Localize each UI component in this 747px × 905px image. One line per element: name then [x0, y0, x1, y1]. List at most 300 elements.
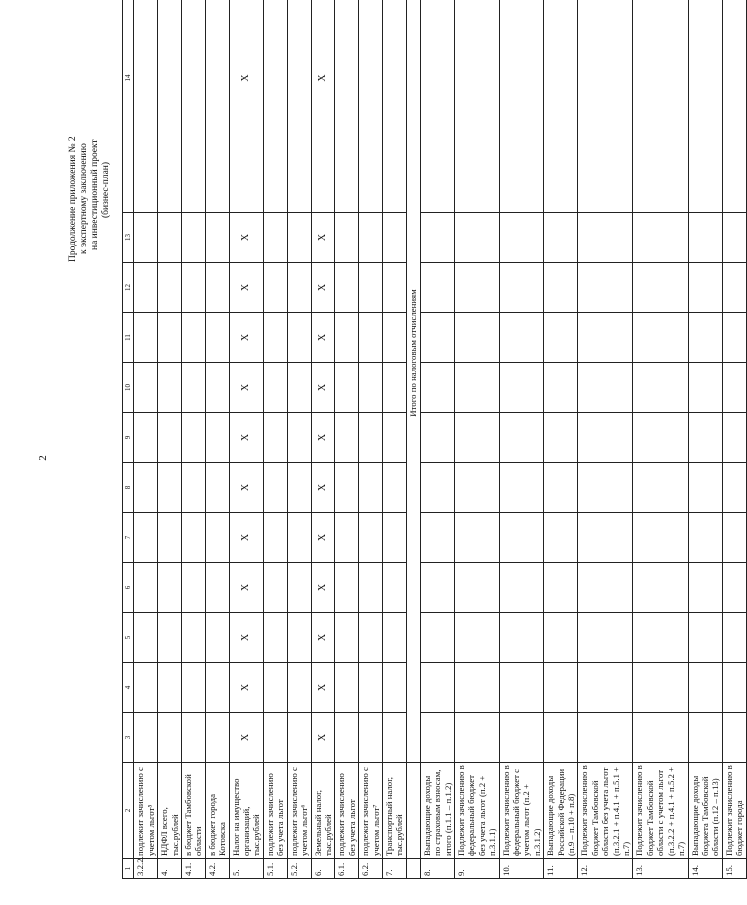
- value-cell: [454, 513, 499, 563]
- table-row: [499, 0, 544, 879]
- value-cell: [134, 613, 158, 663]
- value-cell: [287, 313, 311, 363]
- value-cell: [382, 663, 406, 713]
- value-cell: X: [311, 0, 335, 213]
- column-number-12: 12: [123, 263, 134, 313]
- row-description: НДФЛ всего, тыс.рублей: [158, 763, 182, 859]
- row-number: 11.: [544, 859, 578, 879]
- value-cell: X: [311, 363, 335, 413]
- row-description: в бюджет города Котовска: [205, 763, 229, 859]
- value-cell: X: [229, 313, 263, 363]
- value-cell: [134, 563, 158, 613]
- value-cell: [722, 363, 746, 413]
- value-cell: [420, 463, 454, 513]
- value-cell: X: [229, 663, 263, 713]
- value-cell: X: [229, 0, 263, 213]
- value-cell: [205, 413, 229, 463]
- row-description: Подлежит зачислению в федеральный бюджет с учетом льгот (п.2 + п.3.1.2): [499, 763, 544, 859]
- value-cell: [158, 363, 182, 413]
- value-cell: [382, 263, 406, 313]
- section-spacer: [406, 859, 420, 879]
- value-cell: [688, 513, 722, 563]
- table-row: [544, 0, 578, 879]
- value-cell: [158, 513, 182, 563]
- value-cell: [359, 263, 383, 313]
- value-cell: [633, 663, 688, 713]
- row-description: Выпадающие доходы Российской Федерации (п.9 – п.10 + п.8): [544, 763, 578, 859]
- value-cell: [420, 263, 454, 313]
- column-number-9: 9: [123, 413, 134, 463]
- value-cell: [134, 713, 158, 763]
- value-cell: [359, 613, 383, 663]
- value-cell: [722, 713, 746, 763]
- row-number: 6.1.: [335, 859, 359, 879]
- value-cell: [182, 463, 206, 513]
- value-cell: [335, 713, 359, 763]
- value-cell: [454, 663, 499, 713]
- row-description: Земельный налог, тыс.рублей: [311, 763, 335, 859]
- table-row: [454, 0, 499, 879]
- value-cell: [335, 613, 359, 663]
- value-cell: [688, 613, 722, 663]
- value-cell: [287, 713, 311, 763]
- value-cell: [359, 213, 383, 263]
- value-cell: [182, 213, 206, 263]
- caption-line-3: на инвестиционный проект: [90, 139, 100, 250]
- row-description: Подлежит зачислению в бюджет Тамбовской области без учета льгот (п.3.2.1 + п.4.1 + п.5.1 + п.7): [578, 763, 633, 859]
- value-cell: [688, 263, 722, 313]
- column-number-5: 5: [123, 613, 134, 663]
- value-cell: [182, 713, 206, 763]
- tax-table: [122, 0, 747, 879]
- value-cell: X: [229, 263, 263, 313]
- row-description: Подлежит зачислению в федеральный бюджет без учета льгот (п.2 + п.3.1.1): [454, 763, 499, 859]
- value-cell: [544, 713, 578, 763]
- value-cell: [454, 263, 499, 313]
- value-cell: [158, 713, 182, 763]
- row-description: Налог на имущество организаций, тыс.рублей: [229, 763, 263, 859]
- value-cell: [359, 0, 383, 213]
- value-cell: X: [311, 563, 335, 613]
- value-cell: X: [311, 713, 335, 763]
- value-cell: [263, 313, 287, 363]
- value-cell: [263, 363, 287, 413]
- value-cell: [420, 413, 454, 463]
- table-row: [688, 0, 722, 879]
- value-cell: [578, 313, 633, 363]
- value-cell: [182, 513, 206, 563]
- value-cell: [688, 0, 722, 213]
- value-cell: [544, 513, 578, 563]
- value-cell: [578, 563, 633, 613]
- value-cell: [454, 363, 499, 413]
- value-cell: [722, 0, 746, 213]
- table-row: [287, 0, 311, 879]
- value-cell: [722, 513, 746, 563]
- value-cell: [454, 413, 499, 463]
- value-cell: [382, 0, 406, 213]
- row-description: подлежит зачислению с учетом льгот⁵: [134, 763, 158, 859]
- value-cell: [134, 213, 158, 263]
- row-number: 12.: [578, 859, 633, 879]
- value-cell: [158, 463, 182, 513]
- caption-line-4: (бизнес-план): [101, 161, 111, 218]
- value-cell: [688, 563, 722, 613]
- value-cell: [578, 213, 633, 263]
- value-cell: [454, 0, 499, 213]
- table-sheet: [122, 44, 745, 879]
- value-cell: [182, 263, 206, 313]
- row-description: Подлежит зачислению в бюджет Тамбовской области с учетом льгот (п.3.2.2 + п.4.1 + п.5.2 + п.7): [633, 763, 688, 859]
- column-number-1: 1: [123, 859, 134, 879]
- value-cell: [335, 313, 359, 363]
- value-cell: [263, 263, 287, 313]
- value-cell: [688, 363, 722, 413]
- row-number: 8.: [420, 859, 454, 879]
- column-number-4: 4: [123, 663, 134, 713]
- value-cell: [359, 513, 383, 563]
- value-cell: [633, 563, 688, 613]
- value-cell: [287, 563, 311, 613]
- value-cell: [263, 513, 287, 563]
- value-cell: [335, 513, 359, 563]
- column-number-6: 6: [123, 563, 134, 613]
- column-number-2: 2: [123, 763, 134, 859]
- value-cell: X: [311, 663, 335, 713]
- value-cell: [544, 263, 578, 313]
- value-cell: [499, 663, 544, 713]
- value-cell: [633, 363, 688, 413]
- value-cell: [382, 213, 406, 263]
- section-spacer: [406, 763, 420, 859]
- table-row: [359, 0, 383, 879]
- value-cell: [382, 563, 406, 613]
- column-number-10: 10: [123, 363, 134, 413]
- value-cell: [359, 363, 383, 413]
- value-cell: [633, 463, 688, 513]
- value-cell: [382, 363, 406, 413]
- value-cell: [499, 463, 544, 513]
- value-cell: [182, 663, 206, 713]
- value-cell: [499, 363, 544, 413]
- value-cell: [722, 563, 746, 613]
- value-cell: X: [229, 563, 263, 613]
- row-number: 10.: [499, 859, 544, 879]
- value-cell: [359, 413, 383, 463]
- value-cell: [205, 563, 229, 613]
- row-number: 4.2.: [205, 859, 229, 879]
- value-cell: [335, 363, 359, 413]
- value-cell: [544, 563, 578, 613]
- value-cell: [688, 213, 722, 263]
- value-cell: [420, 513, 454, 563]
- value-cell: [158, 313, 182, 363]
- column-number-11: 11: [123, 313, 134, 363]
- value-cell: [205, 0, 229, 213]
- column-number-7: 7: [123, 513, 134, 563]
- value-cell: [287, 463, 311, 513]
- table-row: [633, 0, 688, 879]
- value-cell: [335, 463, 359, 513]
- value-cell: [382, 313, 406, 363]
- value-cell: [287, 363, 311, 413]
- value-cell: [287, 0, 311, 213]
- table-row: [229, 0, 263, 879]
- row-number: 14.: [688, 859, 722, 879]
- value-cell: [578, 413, 633, 463]
- value-cell: [134, 363, 158, 413]
- row-description: Выпадающие доходы по страховым взносам, итого (п.1.1 – п.1.2): [420, 763, 454, 859]
- table-row: [134, 0, 158, 879]
- value-cell: [263, 613, 287, 663]
- value-cell: [158, 263, 182, 313]
- column-number-row: [123, 0, 134, 879]
- value-cell: [158, 663, 182, 713]
- value-cell: [359, 563, 383, 613]
- value-cell: [420, 613, 454, 663]
- value-cell: [263, 663, 287, 713]
- row-number: 6.2.: [359, 859, 383, 879]
- value-cell: [134, 413, 158, 463]
- value-cell: [182, 363, 206, 413]
- value-cell: [263, 563, 287, 613]
- value-cell: X: [311, 213, 335, 263]
- table-row: [382, 0, 406, 879]
- table-row: [263, 0, 287, 879]
- value-cell: [578, 363, 633, 413]
- value-cell: [182, 0, 206, 213]
- value-cell: [359, 463, 383, 513]
- row-number: 13.: [633, 859, 688, 879]
- row-description: Подлежит зачислению в бюджет города: [722, 763, 746, 859]
- value-cell: [263, 0, 287, 213]
- value-cell: [205, 363, 229, 413]
- value-cell: [382, 413, 406, 463]
- value-cell: [335, 413, 359, 463]
- value-cell: [263, 213, 287, 263]
- row-description: подлежит зачислению без учета льгот: [263, 763, 287, 859]
- row-description: Выпадающие доходы бюджета Тамбовской области (п.12 – п.13): [688, 763, 722, 859]
- value-cell: [544, 413, 578, 463]
- value-cell: X: [311, 613, 335, 663]
- value-cell: X: [311, 313, 335, 363]
- row-number: 9.: [454, 859, 499, 879]
- value-cell: [722, 663, 746, 713]
- value-cell: [544, 313, 578, 363]
- value-cell: [722, 263, 746, 313]
- value-cell: [287, 663, 311, 713]
- value-cell: [287, 513, 311, 563]
- value-cell: X: [229, 613, 263, 663]
- value-cell: X: [311, 413, 335, 463]
- value-cell: [420, 0, 454, 213]
- value-cell: [578, 0, 633, 213]
- caption-line-2: к экспертному заключению: [79, 143, 89, 254]
- value-cell: [134, 0, 158, 213]
- caption-line-1: Продолжение приложения № 2: [68, 136, 78, 262]
- value-cell: [633, 613, 688, 663]
- value-cell: X: [229, 363, 263, 413]
- value-cell: [382, 513, 406, 563]
- value-cell: [158, 413, 182, 463]
- value-cell: [182, 563, 206, 613]
- value-cell: [454, 463, 499, 513]
- value-cell: [134, 263, 158, 313]
- value-cell: [633, 0, 688, 213]
- page-number: 2: [36, 455, 49, 461]
- value-cell: X: [311, 513, 335, 563]
- value-cell: [722, 213, 746, 263]
- value-cell: [182, 313, 206, 363]
- value-cell: [420, 313, 454, 363]
- value-cell: X: [229, 213, 263, 263]
- value-cell: [205, 313, 229, 363]
- value-cell: [359, 313, 383, 363]
- value-cell: [688, 413, 722, 463]
- table-row: [205, 0, 229, 879]
- value-cell: [205, 713, 229, 763]
- value-cell: [263, 413, 287, 463]
- value-cell: [263, 463, 287, 513]
- value-cell: [688, 713, 722, 763]
- value-cell: X: [229, 513, 263, 563]
- table-row: [311, 0, 335, 879]
- row-number: 3.2.2.: [134, 859, 158, 879]
- table-row: [578, 0, 633, 879]
- row-description: в бюджет Тамбовской области: [182, 763, 206, 859]
- table-row: [335, 0, 359, 879]
- value-cell: [205, 663, 229, 713]
- value-cell: X: [311, 463, 335, 513]
- row-number: 5.1.: [263, 859, 287, 879]
- value-cell: [454, 213, 499, 263]
- table-row: [722, 0, 746, 879]
- value-cell: [205, 463, 229, 513]
- table-row: [182, 0, 206, 879]
- value-cell: [420, 563, 454, 613]
- value-cell: [182, 413, 206, 463]
- value-cell: [578, 463, 633, 513]
- value-cell: [335, 663, 359, 713]
- value-cell: [722, 463, 746, 513]
- row-description: подлежит зачислению с учетом льгот⁷: [359, 763, 383, 859]
- row-number: 5.2.: [287, 859, 311, 879]
- value-cell: [544, 613, 578, 663]
- row-description: подлежит зачислению с учетом льгот⁶: [287, 763, 311, 859]
- row-number: 15.: [722, 859, 746, 879]
- value-cell: [205, 263, 229, 313]
- value-cell: [633, 713, 688, 763]
- value-cell: [499, 513, 544, 563]
- column-number-8: 8: [123, 463, 134, 513]
- value-cell: [134, 313, 158, 363]
- value-cell: [722, 413, 746, 463]
- row-number: 4.: [158, 859, 182, 879]
- value-cell: [420, 213, 454, 263]
- value-cell: [499, 413, 544, 463]
- table-row: [420, 0, 454, 879]
- column-number-14: 14: [123, 0, 134, 213]
- value-cell: [722, 313, 746, 363]
- value-cell: [578, 513, 633, 563]
- value-cell: [359, 663, 383, 713]
- value-cell: [454, 313, 499, 363]
- value-cell: [134, 513, 158, 563]
- value-cell: [158, 563, 182, 613]
- value-cell: X: [229, 413, 263, 463]
- value-cell: [633, 513, 688, 563]
- column-number-13: 13: [123, 213, 134, 263]
- value-cell: [420, 363, 454, 413]
- value-cell: [578, 613, 633, 663]
- value-cell: [688, 313, 722, 363]
- value-cell: [544, 0, 578, 213]
- row-number: 5.: [229, 859, 263, 879]
- value-cell: X: [229, 463, 263, 513]
- value-cell: [335, 563, 359, 613]
- value-cell: [499, 713, 544, 763]
- value-cell: [287, 413, 311, 463]
- value-cell: [205, 213, 229, 263]
- row-number: 6.: [311, 859, 335, 879]
- value-cell: [633, 263, 688, 313]
- value-cell: [499, 213, 544, 263]
- value-cell: [182, 613, 206, 663]
- value-cell: [688, 463, 722, 513]
- value-cell: [335, 0, 359, 213]
- value-cell: [499, 613, 544, 663]
- value-cell: [134, 663, 158, 713]
- value-cell: [263, 713, 287, 763]
- value-cell: [382, 713, 406, 763]
- value-cell: [578, 663, 633, 713]
- table-row: [158, 0, 182, 879]
- value-cell: [287, 613, 311, 663]
- value-cell: [359, 713, 383, 763]
- value-cell: [499, 563, 544, 613]
- value-cell: [688, 663, 722, 713]
- value-cell: [134, 463, 158, 513]
- value-cell: [454, 613, 499, 663]
- value-cell: X: [229, 713, 263, 763]
- value-cell: [578, 263, 633, 313]
- rotated-table-wrapper: [122, 44, 745, 879]
- value-cell: [158, 0, 182, 213]
- value-cell: [578, 713, 633, 763]
- value-cell: [287, 213, 311, 263]
- row-number: 7.: [382, 859, 406, 879]
- section-row: [406, 0, 420, 879]
- value-cell: [544, 213, 578, 263]
- value-cell: [633, 213, 688, 263]
- value-cell: [544, 463, 578, 513]
- value-cell: [335, 213, 359, 263]
- value-cell: [382, 463, 406, 513]
- row-description: подлежит зачислению без учета льгот: [335, 763, 359, 859]
- value-cell: [544, 663, 578, 713]
- value-cell: [205, 513, 229, 563]
- value-cell: X: [311, 263, 335, 313]
- value-cell: [544, 363, 578, 413]
- value-cell: [454, 563, 499, 613]
- value-cell: [633, 313, 688, 363]
- value-cell: [454, 713, 499, 763]
- value-cell: [499, 0, 544, 213]
- value-cell: [335, 263, 359, 313]
- row-number: 4.1.: [182, 859, 206, 879]
- value-cell: [633, 413, 688, 463]
- section-title: Итого по налоговым отчислениям: [406, 0, 420, 763]
